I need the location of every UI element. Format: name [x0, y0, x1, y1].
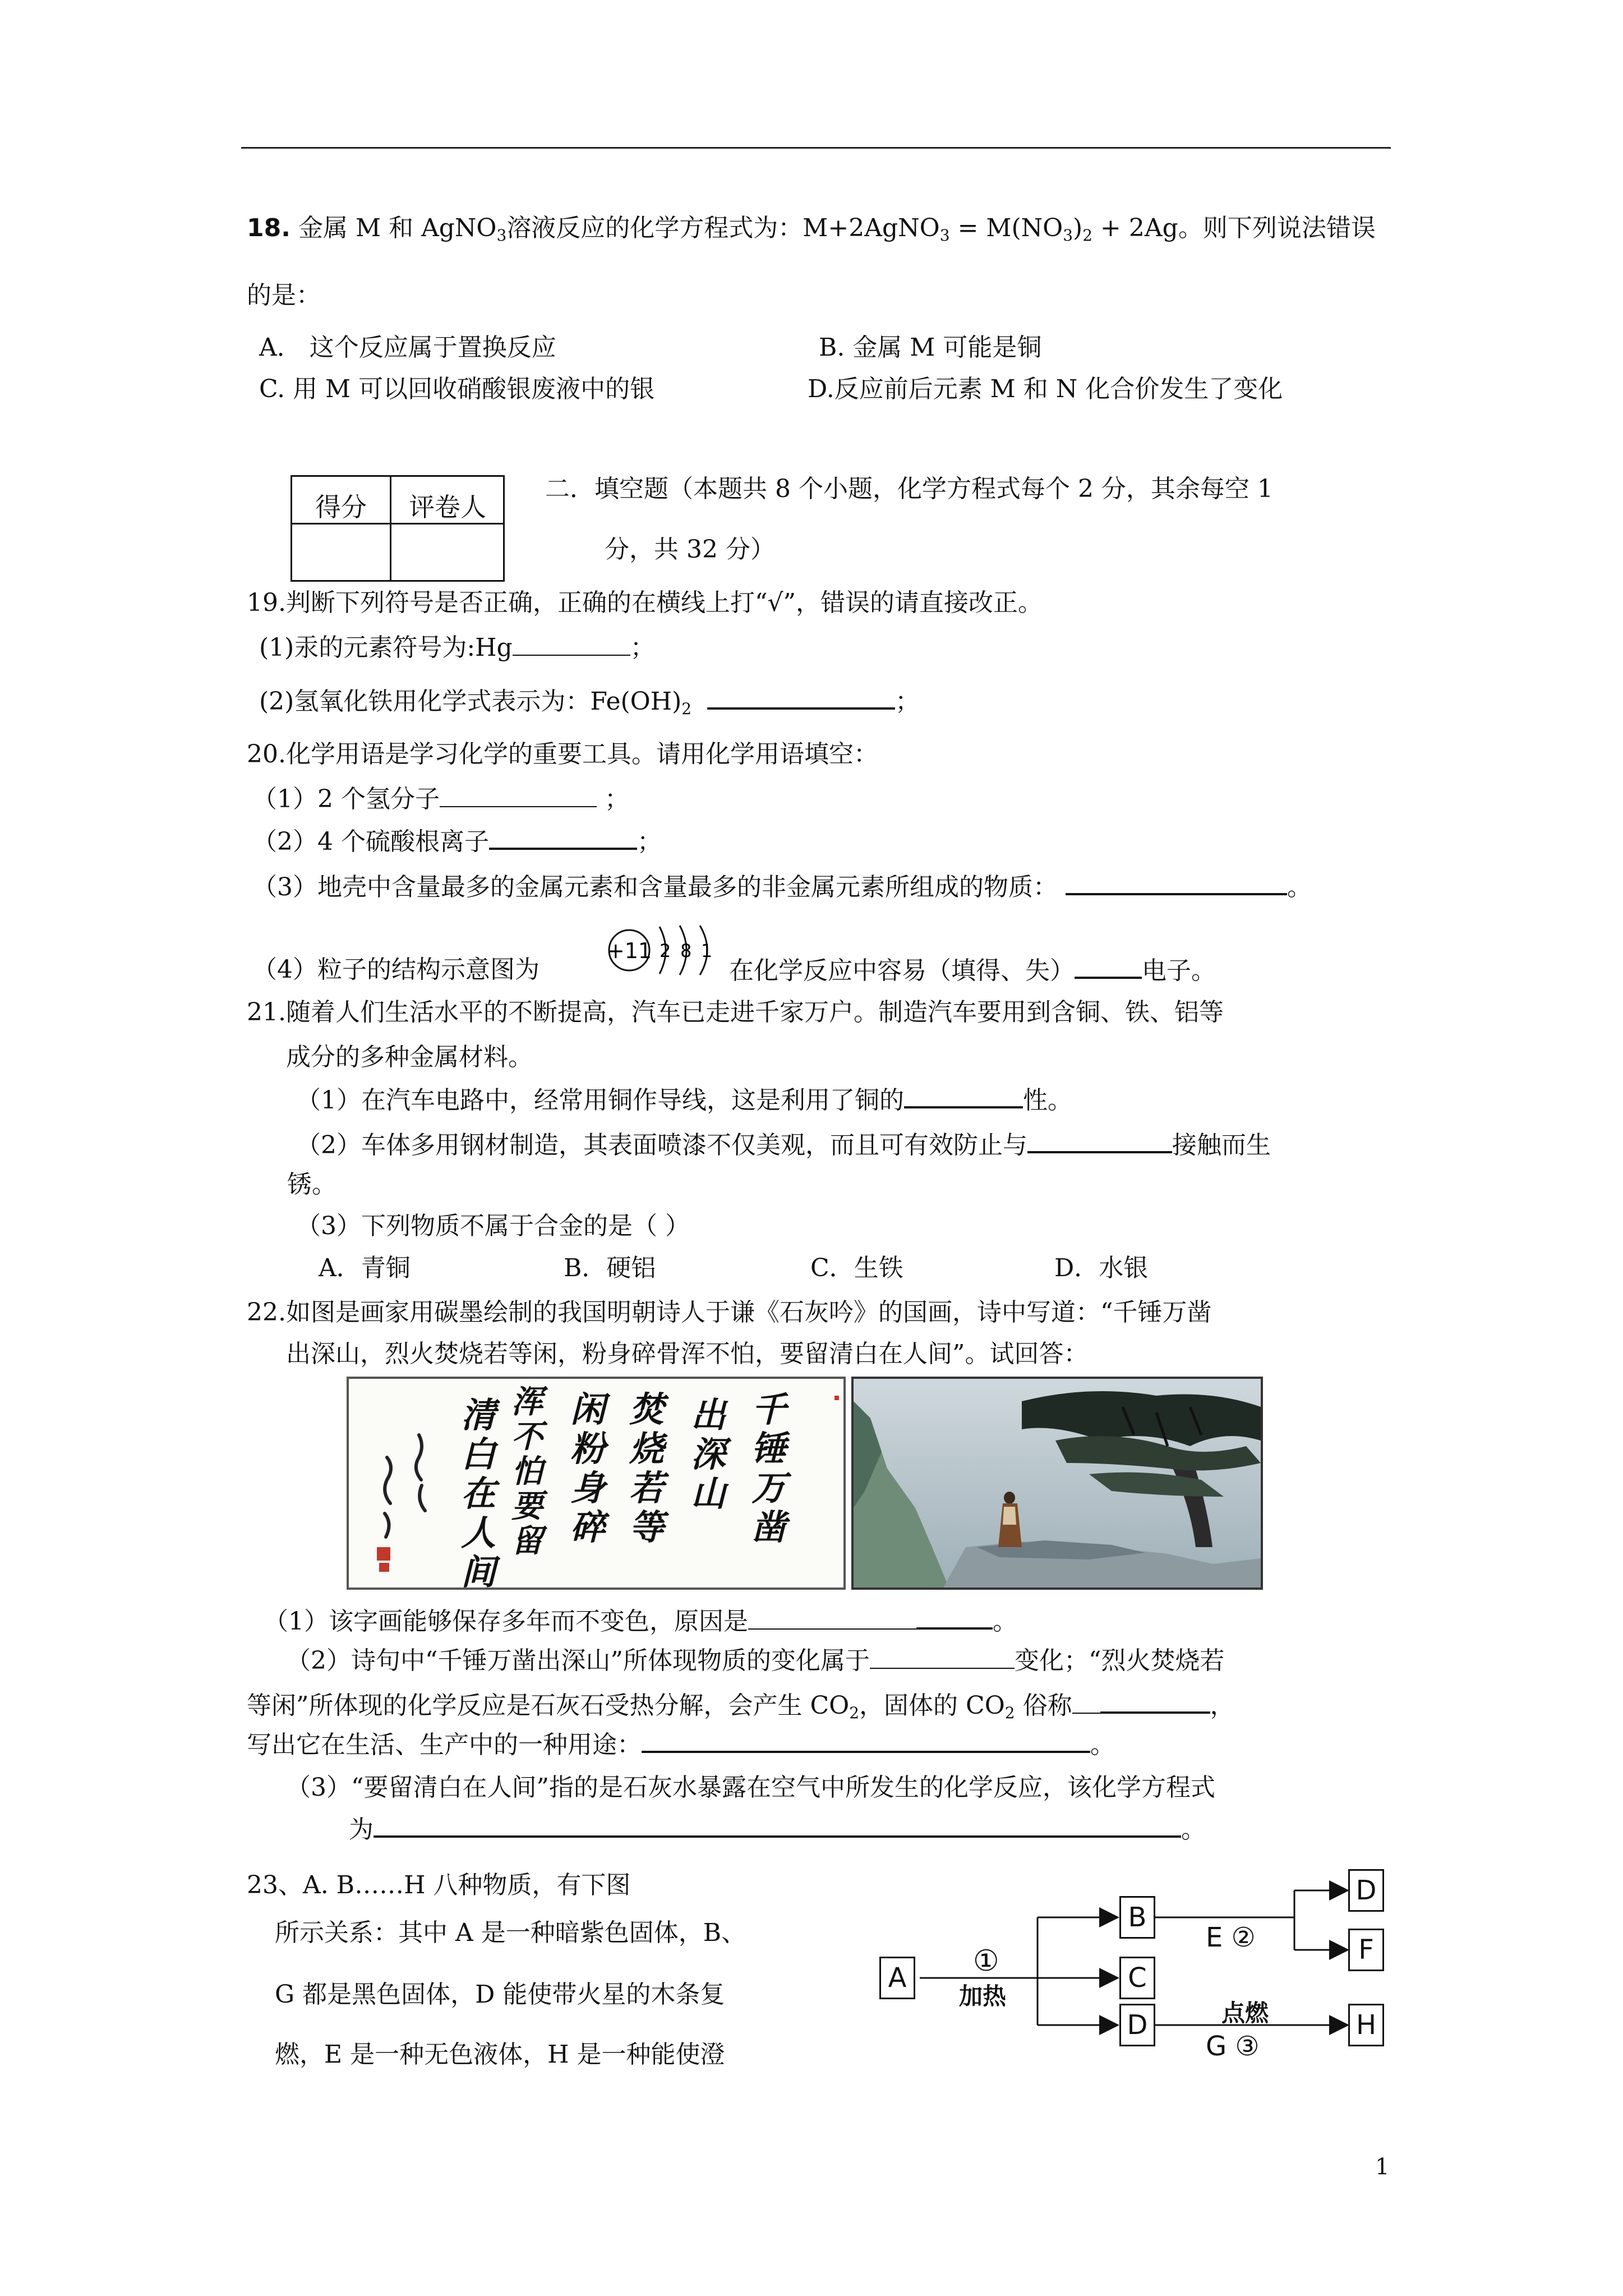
q20-part2-text: （2）4 个硫酸根离子 [252, 827, 489, 856]
semicolon: ； [895, 687, 920, 716]
sodium-atom-structure-diagram [606, 923, 723, 983]
calligraphy-image [347, 1377, 846, 1590]
period: 。 [1090, 1731, 1115, 1759]
q19-stem: 19.判断下列符号是否正确，正确的在横线上打“√”，错误的请直接改正。 [247, 588, 1043, 617]
q22-part2-text: （2）诗句中“千锤万凿出深山”所体现物质的变化属于 [286, 1646, 870, 1675]
q22-text: 俗称 [1015, 1691, 1072, 1720]
answer-blank[interactable] [1075, 958, 1142, 979]
q18-option-a: A． 这个反应属于置换反应 [259, 333, 556, 362]
node-a: A [879, 1957, 915, 1999]
step-1-condition: 加热 [959, 1982, 1007, 2010]
calligraphy-signature [360, 1424, 444, 1575]
q22-text: 写出它在生活、生产中的一种用途： [247, 1731, 642, 1759]
q23-line2: 所示关系：其中 A 是一种暗紫色固体，B、 [275, 1918, 746, 1947]
answer-blank[interactable] [1100, 1692, 1210, 1714]
calligraphy-column: 清白在人间 [461, 1395, 496, 1590]
period: 。 [993, 1607, 1017, 1636]
q21-part2-cont: 锈。 [287, 1170, 336, 1199]
q21-part2-end: 接触而生 [1172, 1131, 1271, 1159]
subscript: 2 [1082, 226, 1093, 245]
calligraphy-column: 千锤万凿 [751, 1389, 787, 1548]
q22-text: 等闲”所体现的化学反应是石灰石受热分解，会产生 CO [247, 1691, 850, 1720]
period: 。 [1181, 1815, 1206, 1844]
step-2-reagent: E ② [1206, 1922, 1256, 1953]
q22-stem-cont: 出深山，烈火焚烧若等闲，粉身碎骨浑不怕，要留清白在人间”。试回答： [286, 1340, 1089, 1368]
semicolon: ； [596, 785, 629, 813]
grader-header: 评卷人 [409, 492, 486, 522]
subscript: 2 [1004, 1704, 1015, 1722]
calligraphy-column: 焚烧若等 [629, 1389, 665, 1548]
node-d: D [1119, 2004, 1155, 2046]
q21-stem-cont: 成分的多种金属材料。 [286, 1043, 533, 1071]
subscript: 3 [1063, 226, 1073, 245]
q20-part1 [252, 787, 629, 812]
subscript: 2 [681, 700, 692, 718]
q21-part1 [296, 1087, 1072, 1113]
answer-blank[interactable] [1027, 1132, 1172, 1153]
q22-text: 为 [349, 1815, 374, 1844]
step-3-reagent: G ③ [1206, 2031, 1260, 2062]
q21-option-b: B．硬铝 [564, 1254, 656, 1282]
q18-option-b: B. 金属 M 可能是铜 [819, 333, 1042, 362]
q20-part4-text: 在化学反应中容易（填得、失） [729, 956, 1075, 985]
q20-part4-post [729, 958, 1216, 983]
calligraphy-column: 闲粉身碎 [570, 1389, 606, 1548]
q18-line1 [247, 216, 1376, 243]
q22-part3-line2 [349, 1816, 1206, 1842]
q18-option-c: C. 用 M 可以回收硝酸银废液中的银 [259, 375, 655, 403]
q22-stem: 22.如图是画家用碳墨绘制的我国明朝诗人于谦《石灰吟》的国画，诗中写道：“千锤万凿 [247, 1298, 1212, 1327]
q21-part2 [296, 1132, 1271, 1158]
q21-option-a: A．青铜 [319, 1254, 411, 1282]
section-2-heading: 二．填空题（本题共 8 个小题，化学方程式每个 2 分，其余每空 1 [545, 475, 1273, 503]
q19-part1 [259, 633, 655, 662]
answer-blank[interactable] [513, 636, 630, 656]
calligraphy-column: 出深山 [691, 1395, 726, 1514]
node-f: F [1348, 1929, 1384, 1971]
step-3-condition: 点燃 [1221, 1999, 1269, 2027]
q20-part3-text: （3）地壳中含量最多的金属元素和含量最多的非金属元素所组成的物质： [252, 873, 1058, 901]
q20-part2 [252, 829, 662, 854]
q20-stem: 20.化学用语是学习化学的重要工具。请用化学用语填空： [247, 740, 878, 769]
answer-blank[interactable] [642, 1732, 1090, 1753]
q18-text: = M(NO [949, 214, 1063, 242]
node-h: H [1348, 2004, 1384, 2046]
score-header: 得分 [315, 492, 367, 522]
q18-option-d: D.反应前后元素 M 和 N 化合价发生了变化 [808, 375, 1283, 403]
answer-blank[interactable] [707, 688, 895, 710]
q23-line3: G 都是黑色固体，D 能使带火星的木条复 [275, 1980, 725, 2009]
q18-text: 溶液反应的化学方程式为：M+2AgNO [506, 214, 940, 242]
q22-part1-text: （1）该字画能够保存多年而不变色，原因是 [264, 1607, 748, 1636]
node-c: C [1119, 1957, 1155, 1999]
subscript: 2 [849, 1704, 860, 1722]
q18-text: 金属 M 和 AgNO [298, 214, 497, 242]
answer-blank[interactable] [916, 1608, 993, 1630]
node-d-top: D [1348, 1869, 1384, 1912]
q22-text: ，固体的 CO [859, 1691, 1005, 1720]
semicolon: ； [637, 827, 662, 856]
period: 。 [1287, 873, 1312, 901]
answer-blank[interactable] [1066, 874, 1287, 895]
q22-part2-line3 [247, 1732, 1115, 1757]
page-number: 1 [1375, 2154, 1390, 2180]
answer-blank[interactable] [904, 1087, 1023, 1108]
q23-stem: 23、A. B……H 八种物质，有下图 [247, 1871, 631, 1899]
q19-part2 [259, 688, 920, 717]
q23-line4: 燃，E 是一种无色液体，H 是一种能使澄 [275, 2040, 725, 2069]
q22-part1 [264, 1608, 1017, 1634]
node-b: B [1119, 1896, 1155, 1939]
q21-part1-end: 性。 [1023, 1086, 1072, 1115]
q18-text: ) [1073, 214, 1083, 242]
answer-blank[interactable] [374, 1816, 1181, 1838]
answer-blank[interactable] [870, 1649, 1015, 1669]
q21-part3: （3）下列物质不属于合金的是（ ） [296, 1212, 690, 1240]
q21-option-d: D．水银 [1054, 1254, 1149, 1282]
section-2-heading-cont: 分，共 32 分） [605, 535, 775, 564]
nucleus-charge: +11 [606, 938, 652, 963]
q19-part2-text: (2)氢氧化铁用化学式表示为：Fe(OH) [259, 687, 682, 716]
q20-part3 [252, 874, 1312, 900]
q21-stem: 21.随着人们生活水平的不断提高，汽车已走进千家万户。制造汽车要用到含铜、铁、铝等 [247, 998, 1224, 1027]
q22-part2 [286, 1646, 1225, 1675]
shell-electrons: 8 [680, 940, 692, 961]
q20-part4-end: 电子。 [1142, 956, 1216, 985]
step-1-marker: ① [973, 1944, 999, 1978]
landscape-painting [854, 1379, 1261, 1588]
q19-part1-text: (1)汞的元素符号为:Hg [259, 633, 513, 662]
seal-stamp [834, 1396, 839, 1400]
q18-number: 18. [247, 214, 291, 242]
shell-electrons: 1 [701, 940, 713, 961]
q22-part2-text: 变化；“烈火焚烧若 [1014, 1646, 1225, 1675]
shell-electrons: 2 [660, 940, 671, 961]
q18-text: + 2Ag。则下列说法错误 [1092, 214, 1376, 242]
calligraphy-column: 浑不怕要留 [511, 1383, 543, 1559]
semicolon: ； [630, 633, 655, 662]
q18-line2: 的是： [247, 281, 321, 310]
header-rule [241, 147, 1391, 149]
subscript: 3 [939, 226, 950, 245]
subscript: 3 [496, 226, 507, 245]
score-table [291, 475, 505, 582]
answer-blank[interactable] [748, 1609, 916, 1630]
q21-part2-text: （2）车体多用钢材制造，其表面喷漆不仅美观，而且可有效防止与 [296, 1131, 1027, 1159]
answer-blank[interactable] [440, 787, 597, 807]
q21-option-c: C．生铁 [810, 1254, 903, 1282]
answer-blank[interactable] [489, 829, 637, 850]
comma: ， [1210, 1691, 1235, 1720]
q22-part2-line2 [247, 1692, 1235, 1721]
answer-blank[interactable] [1072, 1694, 1100, 1714]
ink-painting-image [851, 1377, 1263, 1590]
q21-part1-text: （1）在汽车电路中，经常用铜作导线，这是利用了铜的 [296, 1086, 904, 1115]
q20-part4-pre: （4）粒子的结构示意图为 [252, 955, 540, 984]
q22-part3: （3）“要留清白在人间”指的是石灰水暴露在空气中所发生的化学反应，该化学方程式 [286, 1773, 1215, 1802]
q20-part1-text: （1）2 个氢分子 [252, 785, 440, 813]
